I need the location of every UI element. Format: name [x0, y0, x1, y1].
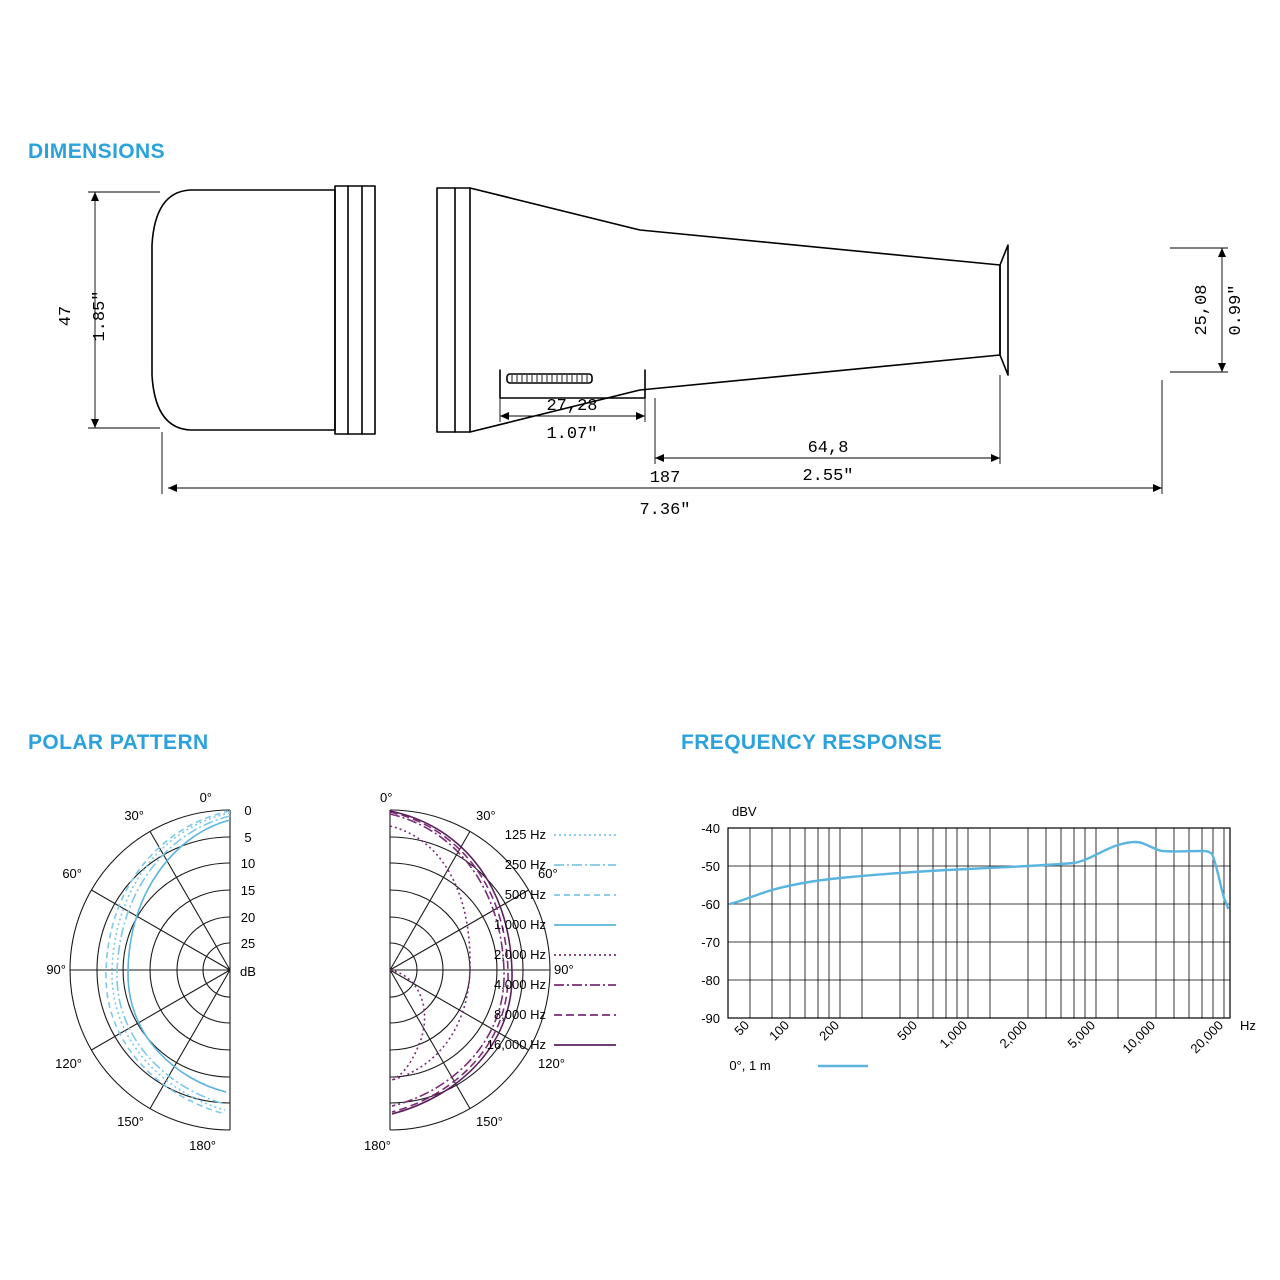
polar-pattern-section-title: POLAR PATTERN	[28, 731, 209, 754]
svg-text:-70: -70	[701, 935, 720, 950]
handle-in-label: 2.55"	[802, 467, 854, 486]
frequency-response-section-title: FREQUENCY RESPONSE	[681, 731, 943, 754]
svg-text:-50: -50	[701, 859, 720, 874]
polar-curves-left	[106, 811, 230, 1114]
svg-text:60°: 60°	[538, 866, 558, 881]
svg-text:10,000: 10,000	[1119, 1017, 1159, 1057]
legend-label-125: 125 Hz	[504, 827, 546, 842]
svg-text:30°: 30°	[124, 808, 144, 823]
svg-text:0°: 0°	[380, 790, 393, 805]
height-mm-label: 47	[57, 305, 76, 327]
x-axis-label: Hz	[1240, 1018, 1256, 1033]
mic-body-outline	[470, 188, 1000, 432]
polar-legend	[487, 827, 616, 1052]
barrel-in-label: 0.99"	[1227, 284, 1246, 336]
plot-frame	[728, 828, 1230, 1018]
svg-text:120°: 120°	[538, 1056, 565, 1071]
dimensions-section-title: DIMENSIONS	[28, 140, 166, 163]
switch-in-label: 1.07"	[546, 425, 598, 444]
legend-label-250: 250 Hz	[504, 857, 546, 872]
legend-label-16000: 16,000 Hz	[486, 1037, 546, 1052]
svg-text:60°: 60°	[62, 866, 82, 881]
switch-mm-label: 27,28	[546, 397, 598, 416]
total-mm-label: 187	[649, 469, 681, 488]
y-tick-labels	[701, 821, 720, 1026]
svg-text:0°: 0°	[199, 790, 212, 805]
svg-text:90°: 90°	[554, 962, 574, 977]
polar-curves-right	[390, 811, 512, 1114]
legend-label-2000: 2,000 Hz	[493, 947, 546, 962]
polar-pattern-chart	[20, 780, 640, 1180]
svg-text:150°: 150°	[476, 1114, 503, 1129]
mic-band-1	[335, 186, 375, 434]
svg-text:5,000: 5,000	[1064, 1017, 1099, 1052]
svg-text:100: 100	[766, 1017, 793, 1044]
svg-text:-60: -60	[701, 897, 720, 912]
svg-text:10: 10	[240, 856, 256, 871]
svg-text:15: 15	[240, 883, 256, 898]
mic-switch-grill	[512, 375, 587, 382]
legend-label-on-axis: 0°, 1 m	[729, 1058, 771, 1073]
legend-label-4000: 4,000 Hz	[493, 977, 546, 992]
legend-label-1000: 1,000 Hz	[493, 917, 546, 932]
frequency-response-chart	[650, 780, 1280, 1100]
svg-text:0: 0	[244, 803, 252, 818]
dimensions-drawing	[0, 170, 1280, 570]
polar-grid-left	[70, 810, 230, 1130]
mic-switch-slider	[507, 374, 592, 383]
svg-text:200: 200	[816, 1017, 843, 1044]
legend-label-500: 500 Hz	[504, 887, 546, 902]
svg-text:180°: 180°	[189, 1138, 216, 1153]
svg-text:150°: 150°	[117, 1114, 144, 1129]
svg-text:20,000: 20,000	[1187, 1017, 1227, 1057]
polar-ring-labels	[240, 803, 256, 979]
svg-text:-90: -90	[701, 1011, 720, 1026]
svg-text:5: 5	[244, 830, 252, 845]
svg-text:90°: 90°	[46, 962, 66, 977]
svg-text:120°: 120°	[55, 1056, 82, 1071]
svg-text:dB: dB	[240, 964, 256, 979]
svg-text:-40: -40	[701, 821, 720, 836]
mic-tail	[1000, 245, 1008, 375]
frequency-legend	[729, 1058, 868, 1073]
svg-text:30°: 30°	[476, 808, 496, 823]
svg-text:2,000: 2,000	[996, 1017, 1031, 1052]
plot-gridlines-vertical	[750, 828, 1224, 1018]
total-in-label: 7.36"	[639, 501, 691, 520]
barrel-mm-label: 25,08	[1193, 284, 1212, 336]
svg-text:-80: -80	[701, 973, 720, 988]
mic-band-2	[437, 188, 470, 432]
x-tick-labels	[731, 1018, 1256, 1057]
svg-text:500: 500	[894, 1017, 921, 1044]
svg-text:1,000: 1,000	[936, 1017, 971, 1052]
y-axis-label: dBV	[732, 804, 757, 819]
handle-mm-label: 64,8	[807, 439, 849, 458]
svg-text:20: 20	[240, 910, 256, 925]
mic-head-outline	[152, 190, 335, 430]
legend-label-8000: 8,000 Hz	[493, 1007, 546, 1022]
svg-text:50: 50	[731, 1017, 753, 1039]
svg-text:180°: 180°	[364, 1138, 391, 1153]
height-in-label: 1.85"	[91, 290, 110, 342]
svg-text:25: 25	[240, 936, 256, 951]
